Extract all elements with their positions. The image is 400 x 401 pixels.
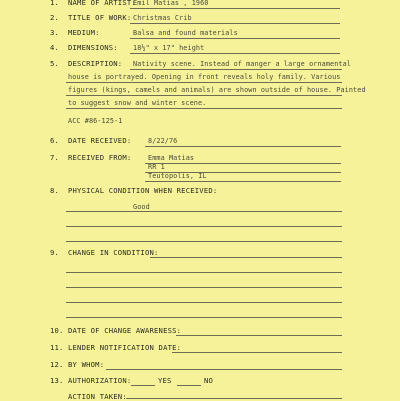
item-number: 4.: [50, 43, 60, 52]
item-number: 7.: [50, 153, 60, 162]
field-value-dimensions: 18½" x 17" height: [133, 44, 205, 52]
item-number: 6.: [50, 136, 60, 145]
field-line: [145, 163, 341, 164]
field-value-date-received: 8/22/76: [148, 137, 178, 145]
field-label-change-in-condition: CHANGE IN CONDITION:: [68, 248, 159, 257]
field-line: [66, 272, 342, 273]
field-label-medium: MEDIUM:: [68, 28, 100, 37]
accession-number: ACC #86-125-1: [68, 117, 123, 125]
field-label-title: TITLE OF WORK:: [68, 13, 132, 22]
item-number: 3.: [50, 28, 60, 37]
field-line: [130, 38, 340, 39]
field-label-dimensions: DIMENSIONS:: [68, 43, 118, 52]
field-line: [66, 287, 342, 288]
item-number: 12.: [50, 360, 64, 369]
no-checkbox-line[interactable]: [177, 385, 201, 386]
field-line: [126, 398, 342, 399]
field-value-physical-condition: Good: [133, 203, 150, 211]
field-line: [66, 302, 342, 303]
field-value-medium: Balsa and found materials: [133, 29, 238, 37]
field-label-date-received: DATE RECEIVED:: [68, 136, 132, 145]
field-value-received-from-line: Emma Matias: [148, 154, 195, 162]
field-label-received-from: RECEIVED FROM:: [68, 153, 132, 162]
field-label-lender-notification-date: LENDER NOTIFICATION DATE:: [68, 343, 182, 352]
no-label: NO: [204, 376, 214, 385]
item-number: 1.: [50, 0, 60, 7]
field-line: [66, 317, 342, 318]
field-line: [172, 352, 342, 353]
field-value-description-line: to suggest snow and winter scene.: [68, 99, 207, 107]
field-label-by-whom: BY WHOM:: [68, 360, 105, 369]
yes-checkbox-line[interactable]: [131, 385, 155, 386]
field-line: [66, 241, 342, 242]
field-label-action-taken: ACTION TAKEN:: [68, 392, 127, 401]
field-line: [66, 82, 342, 83]
field-line: [145, 181, 341, 182]
field-label-authorization: AUTHORIZATION:: [68, 376, 132, 385]
field-line: [106, 369, 342, 370]
field-value-description-line: figures (kings, camels and animals) are shown outside of house. Painted: [68, 86, 366, 94]
item-number: 13.: [50, 376, 64, 385]
field-line: [66, 226, 342, 227]
field-line: [176, 335, 342, 336]
field-line: [130, 23, 340, 24]
field-line: [66, 95, 342, 96]
field-value-received-from-line: RR 1: [148, 163, 165, 171]
yes-label: YES: [158, 376, 172, 385]
field-label-description: DESCRIPTION:: [68, 59, 123, 68]
field-line: [145, 146, 341, 147]
field-value-description-line: Nativity scene. Instead of manger a large ornamental: [133, 60, 351, 68]
field-value-title: Christmas Crib: [133, 14, 192, 22]
item-number: 8.: [50, 186, 60, 195]
field-line: [130, 69, 342, 70]
field-value-artist: Emil Matias , 1960: [133, 0, 209, 7]
item-number: 2.: [50, 13, 60, 22]
field-line: [130, 53, 340, 54]
item-number: 11.: [50, 343, 64, 352]
field-label-date-of-change-awareness: DATE OF CHANGE AWARENESS:: [68, 326, 182, 335]
item-number: 5.: [50, 59, 60, 68]
field-label-physical-condition: PHYSICAL CONDITION WHEN RECEIVED:: [68, 186, 218, 195]
item-number: 10.: [50, 326, 64, 335]
field-line: [130, 8, 340, 9]
field-line: [66, 108, 342, 109]
field-line: [150, 257, 342, 258]
field-value-received-from-line: Teutopolis, IL: [148, 172, 207, 180]
field-label-artist: NAME OF ARTIST:: [68, 0, 136, 7]
field-value-description-line: house is portrayed. Opening in front reveals holy family. Various: [68, 73, 341, 81]
item-number: 9.: [50, 248, 60, 257]
field-line: [66, 211, 342, 212]
